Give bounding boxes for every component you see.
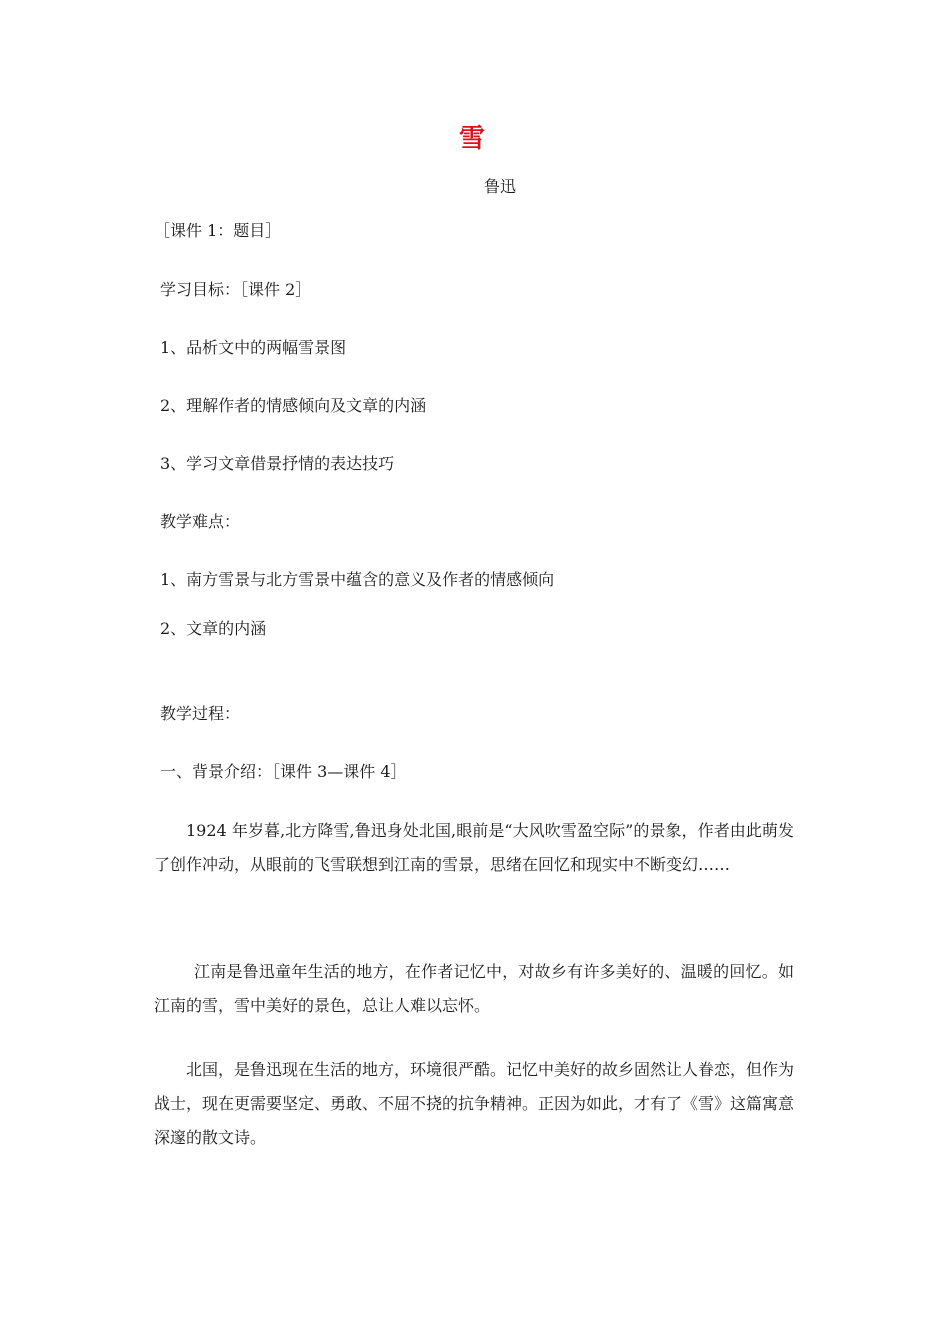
objective-item-3: 3、学习文章借景抒情的表达技巧 <box>160 454 395 473</box>
difficulties-heading: 教学难点： <box>160 512 241 531</box>
paragraph-background-3: 北国，是鲁迅现在生活的地方，环境很严酷。记忆中美好的故乡固然让人眷恋，但作为战士，现在更需要坚定、勇敢、不屈不挠的抗争精神。正因为如此，才有了《雪》这篇寓意深邃的散文诗。 <box>154 1060 795 1147</box>
author-name: 鲁迅 <box>484 177 517 196</box>
process-heading: 教学过程： <box>160 704 241 723</box>
objective-item-2: 2、理解作者的情感倾向及文章的内涵 <box>160 396 427 415</box>
section-one-heading: 一、背景介绍：［课件 3—课件 4］ <box>160 762 407 781</box>
difficulty-item-1: 1、南方雪景与北方雪景中蕴含的意义及作者的情感倾向 <box>160 570 555 589</box>
document-title: 雪 <box>458 124 485 154</box>
paragraph-background-2: 江南是鲁迅童年生活的地方，在作者记忆中，对故乡有许多美好的、温暖的回忆。如江南的雪，雪中美好的景色，总让人难以忘怀。 <box>154 962 794 1015</box>
objectives-heading: 学习目标：［课件 2］ <box>160 280 312 299</box>
paragraph-background-1: 1924 年岁暮,北方降雪,鲁迅身处北国,眼前是“大风吹雪盈空际”的景象，作者由此萌发了创作冲动，从眼前的飞雪联想到江南的雪景，思绪在回忆和现实中不断变幻…… <box>154 821 794 874</box>
courseware-title-note: ［课件 1：题目］ <box>154 221 282 240</box>
objective-item-1: 1、品析文中的两幅雪景图 <box>160 338 347 357</box>
difficulty-item-2: 2、文章的内涵 <box>160 619 267 638</box>
